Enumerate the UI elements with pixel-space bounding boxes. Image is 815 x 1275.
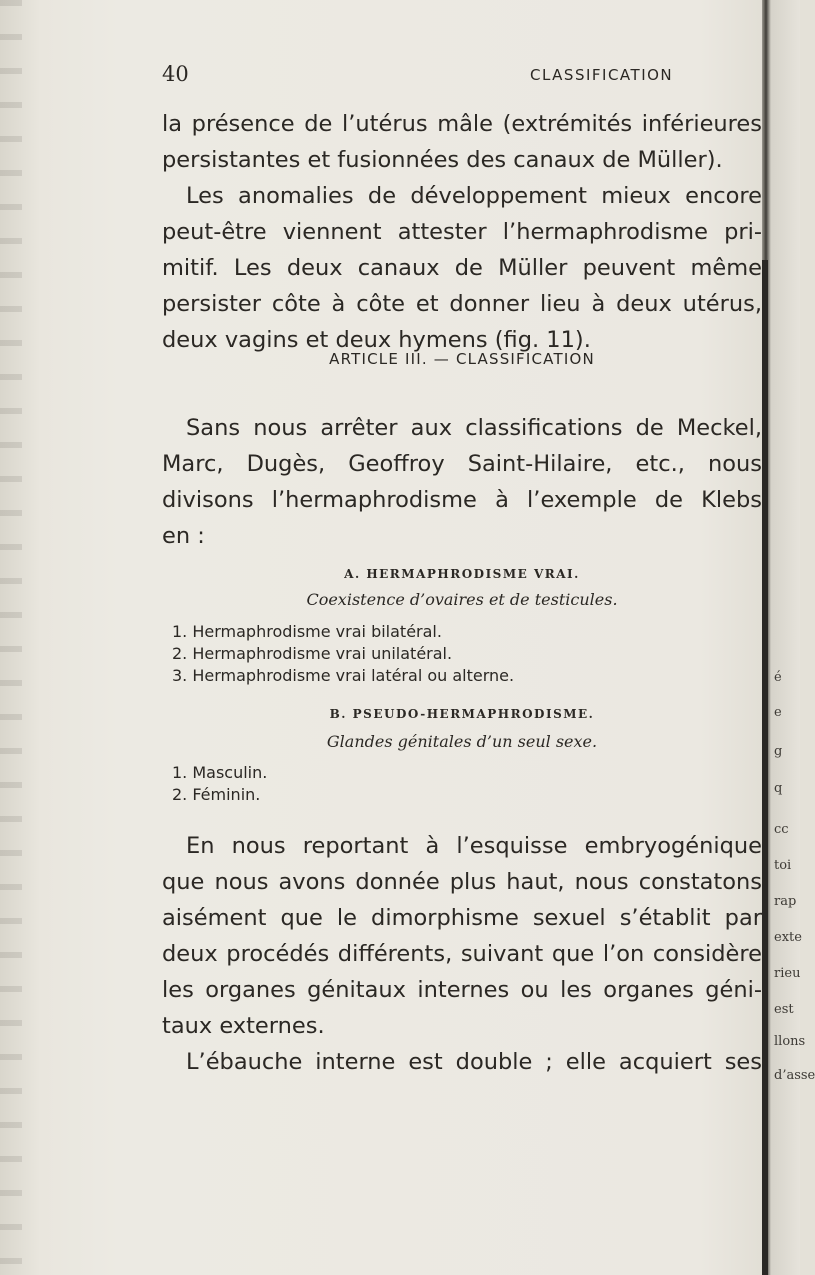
text-line: deux vagins et deux hymens (fig. 11). <box>162 327 591 353</box>
facing-page-fragment: rieu <box>774 966 801 981</box>
section-a-list <box>172 621 514 687</box>
embryo-paragraph <box>162 828 762 1044</box>
text-line: persister côte à côte et donner lieu à deux utérus, <box>162 291 762 317</box>
text-line: divisons l’hermaphrodisme à l’exemple de Klebs <box>162 487 762 513</box>
text-line: peut-être viennent attester l’hermaphrodisme pri- <box>162 219 762 245</box>
section-a-heading: A. HERMAPHRODISME VRAI. <box>344 567 580 581</box>
facing-page-fragment: llons <box>774 1034 806 1049</box>
text-line: aisément que le dimorphisme sexuel s’établit par <box>162 905 762 931</box>
text-line: taux externes. <box>162 1013 325 1039</box>
section-b-list <box>172 762 267 806</box>
classification-paragraph <box>162 410 762 554</box>
text-line: Sans nous arrêter aux classifications de Meckel, <box>186 415 762 441</box>
last-paragraph <box>162 1044 762 1080</box>
section-b-subtitle: Glandes génitales d’un seul sexe. <box>326 732 598 751</box>
facing-page-fragment: d’asse <box>774 1068 815 1083</box>
page-header <box>162 62 762 92</box>
text-line: En nous reportant à l’esquisse embryogénique <box>186 833 762 859</box>
facing-page-fragment: exte <box>774 930 802 945</box>
facing-page-fragment: toi <box>774 858 792 873</box>
intro-paragraph <box>162 106 762 358</box>
facing-page-fragment: é <box>774 670 782 685</box>
page-number: 40 <box>162 62 189 86</box>
text-line: persistantes et fusionnées des canaux de Müller). <box>162 147 723 173</box>
facing-page-fragment: est <box>774 1002 794 1017</box>
list-item: 2. Féminin. <box>172 785 261 804</box>
text-line: L’ébauche interne est double ; elle acquiert ses <box>186 1049 762 1075</box>
facing-page-fragment: cc <box>774 822 789 837</box>
text-line: Marc, Dugès, Geoffroy Saint-Hilaire, etc., nous <box>162 451 762 477</box>
facing-page-edge <box>762 0 815 1275</box>
facing-page-fragment: rap <box>774 894 797 909</box>
facing-page-fragment: q <box>774 781 783 796</box>
facing-page-fragment: e <box>774 705 782 720</box>
list-item: 1. Hermaphrodisme vrai bilatéral. <box>172 622 442 641</box>
text-line: la présence de l’utérus mâle (extrémités inférieures <box>162 111 762 137</box>
text-line: deux procédés différents, suivant que l’on considère <box>162 941 762 967</box>
list-item: 3. Hermaphrodisme vrai latéral ou alterne. <box>172 666 515 685</box>
section-b-heading: B. PSEUDO-HERMAPHRODISME. <box>329 707 595 721</box>
article-heading: ARTICLE III. — CLASSIFICATION <box>329 350 595 368</box>
running-title: CLASSIFICATION <box>530 66 674 84</box>
text-line: Les anomalies de développement mieux encore <box>186 183 762 209</box>
facing-page-fragment: g <box>774 744 783 759</box>
text-line: en : <box>162 523 205 549</box>
text-line: que nous avons donnée plus haut, nous constatons <box>162 869 762 895</box>
left-gutter-bleed <box>0 0 22 1275</box>
list-item: 2. Hermaphrodisme vrai unilatéral. <box>172 644 453 663</box>
text-line: les organes génitaux internes ou les organes géni- <box>162 977 762 1003</box>
list-item: 1. Masculin. <box>172 763 268 782</box>
text-line: mitif. Les deux canaux de Müller peuvent même <box>162 255 762 281</box>
section-a-subtitle: Coexistence d’ovaires et de testicules. <box>306 590 618 609</box>
binding-shadow <box>762 260 768 1275</box>
